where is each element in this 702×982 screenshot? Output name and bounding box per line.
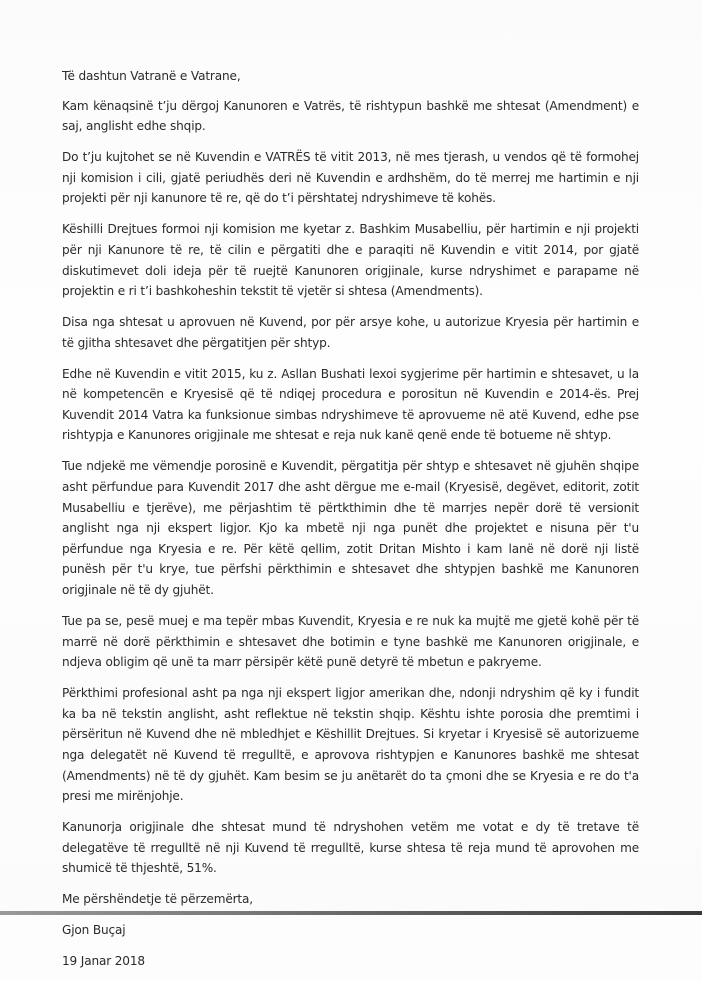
closing: Me përshëndetje të përzemërta, [62,892,253,907]
paragraph-shtesat-aprovuen: Disa nga shtesat u aprovuen në Kuvend, por për arsye kohe, u autorizue Kryesia për hartimin e të gjitha shtesavet dhe përgatitjen për shtyp. [62,315,639,350]
signature: Gjon Buçaj [62,923,126,938]
letter-body [62,66,639,982]
paragraph-kuvendi-2015: Edhe në Kuvendin e vitit 2015, ku z. Asllan Bushati lexoi sygjerime për hartimin e shtesavet, u la në kompetencën e Kryesisë që të ndiqej procedura e porositun në Kuvendin e 2014-ës. Prej Kuvendit 2014 Vatra ka funksionue simbas ndryshimeve të aprovueme në atë Kuvend, edhe pse rishtypja e Kanunores origjinale me shtesat e reja nuk kanë qenë ende të botueme në shtyp. [62,366,639,443]
paragraph-pergatitja: Tue ndjekë me vëmendje porosinë e Kuvendit, përgatitja për shtyp e shtesavet në gjuhën shqipe asht përfundue para Kuvendit 2017 dhe asht dërgue me e-mail (Kryesisë, degëvet, editorit, zotit Musabelliu e tjerëve), me përjashtim të përtkthimin dhe të marrjes nepër dorë të versionit anglisht nga nji ekspert ligjor. Kjo ka mbetë nji nga punët dhe projektet e nisuna për t'u përfundue nga Kryesia e re. Për këtë qellim, zotit Dritan Mishto i kam lanë në dorë nji listë punësh për t'u krye, tue përfshi përkthimin e shtesavet dhe shtypjen bashkë me Kanunoren origjinale në të dy gjuhët. [62,459,639,598]
paragraph-kuvendi-2013: Do t’ju kujtohet se në Kuvendin e VATRËS të vitit 2013, në mes tjerash, u vendos që të formohej nji komision i cili, gjatë periudhës deri në Kuvendin e ardhshëm, do të merrej me hartimin e nji projekti për nji kanunore të re, që do t’i përshtatej ndryshimeve të kohës. [62,150,639,206]
paragraph-obligimi: Tue pa se, pesë muej e ma tepër mbas Kuvendit, Kryesia e re nuk ka mujtë me gjetë kohë për të marrë në dorë përkthimin e shtesavet dhe botimin e tyne bashkë me Kanunoren origjinale, e ndjeva obligim që unë ta marr përsipër këtë punë detyrë të mbetun e pakryeme. [62,614,639,670]
date: 19 Janar 2018 [62,954,145,969]
paragraph-keshilli-drejtues: Këshilli Drejtues formoi nji komision me kyetar z. Bashkim Musabelliu, për hartimin e nji projekti për nji Kanunore të re, të cilin e përgatiti dhe e paraqiti në Kuvendin e vitit 2014, por gjatë diskutimevet doli ideja për të ruejtë Kanunoren origjinale, kurse ndryshimet e parapame në projektin e ri t’i bashkoheshin tekstit të vjetër si shtesa (Amendments). [62,222,639,299]
salutation: Të dashtun Vatranë e Vatrane, [62,69,241,83]
paragraph-perkthimi: Përkthimi profesional asht pa nga nji ekspert ligjor amerikan dhe, ndonji ndryshim që ky i fundit ka ba në tekstin anglisht, asht reflektue në tekstin shqip. Kështu ishte porosia dhe premtimi i përsëritun në Kuvend dhe në mbledhjet e Këshillit Drejtues. Si kryetar i Kryesisë së autorizueme nga delegatët në Kuvend të rregulltë, e aprovova rishtypjen e Kanunores bashkë me shtesat (Amendments) në të dy gjuhët. Kam besim se ju anëtarët do ta çmoni dhe se Kryesia e re do t'a presi me mirënjohje. [62,686,639,804]
paragraph-intro: Kam kënaqsinë t’ju dërgoj Kanunoren e Vatrës, të rishtypun bashkë me shtesat (Amendment) e saj, anglisht edhe shqip. [62,98,639,134]
scan-edge-divider [0,911,702,915]
paragraph-ndryshimet: Kanunorja origjinale dhe shtesat mund të ndryshohen vetëm me votat e dy të tretave të delegatëve të rregulltë në nji Kuvend të rregulltë, kurse shtesa të reja mund të aprovohen me shumicë të thjeshtë, 51%. [62,820,639,876]
